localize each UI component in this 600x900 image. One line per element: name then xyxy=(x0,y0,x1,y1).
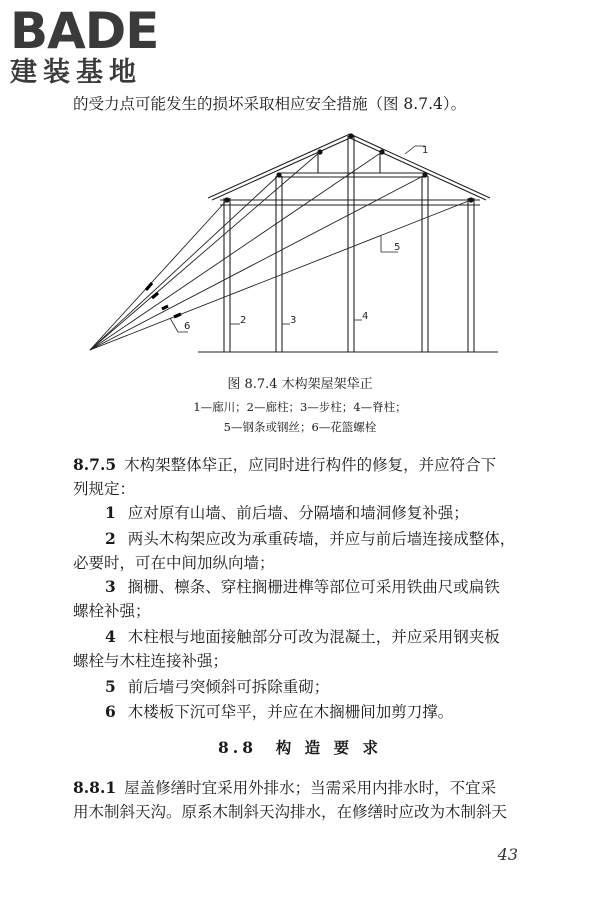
clause-number: 8.8.1 xyxy=(73,778,117,797)
page-number: 43 xyxy=(497,845,518,864)
item-text: 木柱根与地面接触部分可改为混凝土，并应采用钢夹板 xyxy=(127,628,500,646)
item-text: 应对原有山墙、前后墙、分隔墙和墙洞修复补强； xyxy=(127,504,469,522)
figure-label-4: 4 xyxy=(362,311,369,322)
steel-cables xyxy=(90,152,471,350)
columns xyxy=(224,136,474,352)
item-3 xyxy=(73,575,565,599)
item-5 xyxy=(73,675,565,699)
item-text: 两头木构架应改为承重砖墙，并应与前后墙连接成整体， xyxy=(127,530,516,548)
item-text: 搁栅、檩条、穿柱搁栅进榫等部位可采用铁曲尺或扁铁 xyxy=(127,578,500,596)
clause-text: 木构架整体牮正，应同时进行构件的修复，并应符合下 xyxy=(124,456,497,474)
item-2-continued: 必要时，可在中间加纵向墙； xyxy=(73,554,275,572)
figure-label-1: 1 xyxy=(422,145,429,156)
figure-label-5: 5 xyxy=(394,242,401,253)
figure-legend-line-2: 5—钢条或钢丝；6—花篮螺栓 xyxy=(223,420,377,434)
item-2 xyxy=(73,527,565,551)
item-6 xyxy=(73,700,565,724)
clause-8-7-5-line-1 xyxy=(73,453,533,477)
item-text: 前后墙弓突倾斜可拆除重砌； xyxy=(127,678,330,696)
item-1 xyxy=(73,501,565,525)
figure-caption-title: 图 8.7.4 木构架屋架牮正 xyxy=(227,377,373,392)
clause-number: 8.7.5 xyxy=(73,455,117,474)
figure-label-6: 6 xyxy=(184,321,191,332)
item-4-continued: 螺栓与木柱连接补强； xyxy=(73,652,229,670)
item-number: 2 xyxy=(105,529,116,548)
item-number: 5 xyxy=(105,677,116,696)
roof-outline xyxy=(208,134,490,198)
intro-line: 的受力点可能发生的损坏采取相应安全措施（图 8.7.4）。 xyxy=(73,95,467,113)
figure-label-2: 2 xyxy=(240,315,247,326)
item-number: 1 xyxy=(105,503,116,522)
figure-label-3: 3 xyxy=(290,315,297,326)
roof-inner xyxy=(212,138,486,200)
clause-8-7-5-line-2: 列规定： xyxy=(73,480,136,498)
clause-8-8-1-line-2: 用木制斜天沟。原系木制斜天沟排水，在修缮时应改为木制斜天 xyxy=(73,803,508,821)
clause-8-8-1-line-1 xyxy=(73,776,533,800)
item-number: 4 xyxy=(105,627,116,646)
item-number: 3 xyxy=(105,577,116,596)
item-3-continued: 螺栓补强； xyxy=(73,602,151,620)
figure-roof-truss-diagram xyxy=(80,128,500,364)
item-text: 木楼板下沉可牮平，并应在木搁栅间加剪刀撑。 xyxy=(127,703,454,721)
clause-text: 屋盖修缮时宜采用外排水；当需采用内排水时，不宜采 xyxy=(124,779,497,797)
logo-subtitle: 建装基地 xyxy=(10,57,142,88)
item-number: 6 xyxy=(105,702,116,721)
leader-lines xyxy=(170,146,425,332)
section-number: 8.8 xyxy=(218,738,257,757)
section-title-text: 构 造 要 求 xyxy=(275,738,382,757)
figure-legend-line-1: 1—廊川；2—廊柱；3—步柱；4—脊柱； xyxy=(193,400,407,414)
truss-joints xyxy=(224,133,473,202)
item-4 xyxy=(73,625,565,649)
section-8-8-heading xyxy=(0,737,600,759)
bade-logo xyxy=(10,2,180,88)
logo-brand-text: BADE xyxy=(10,2,159,60)
